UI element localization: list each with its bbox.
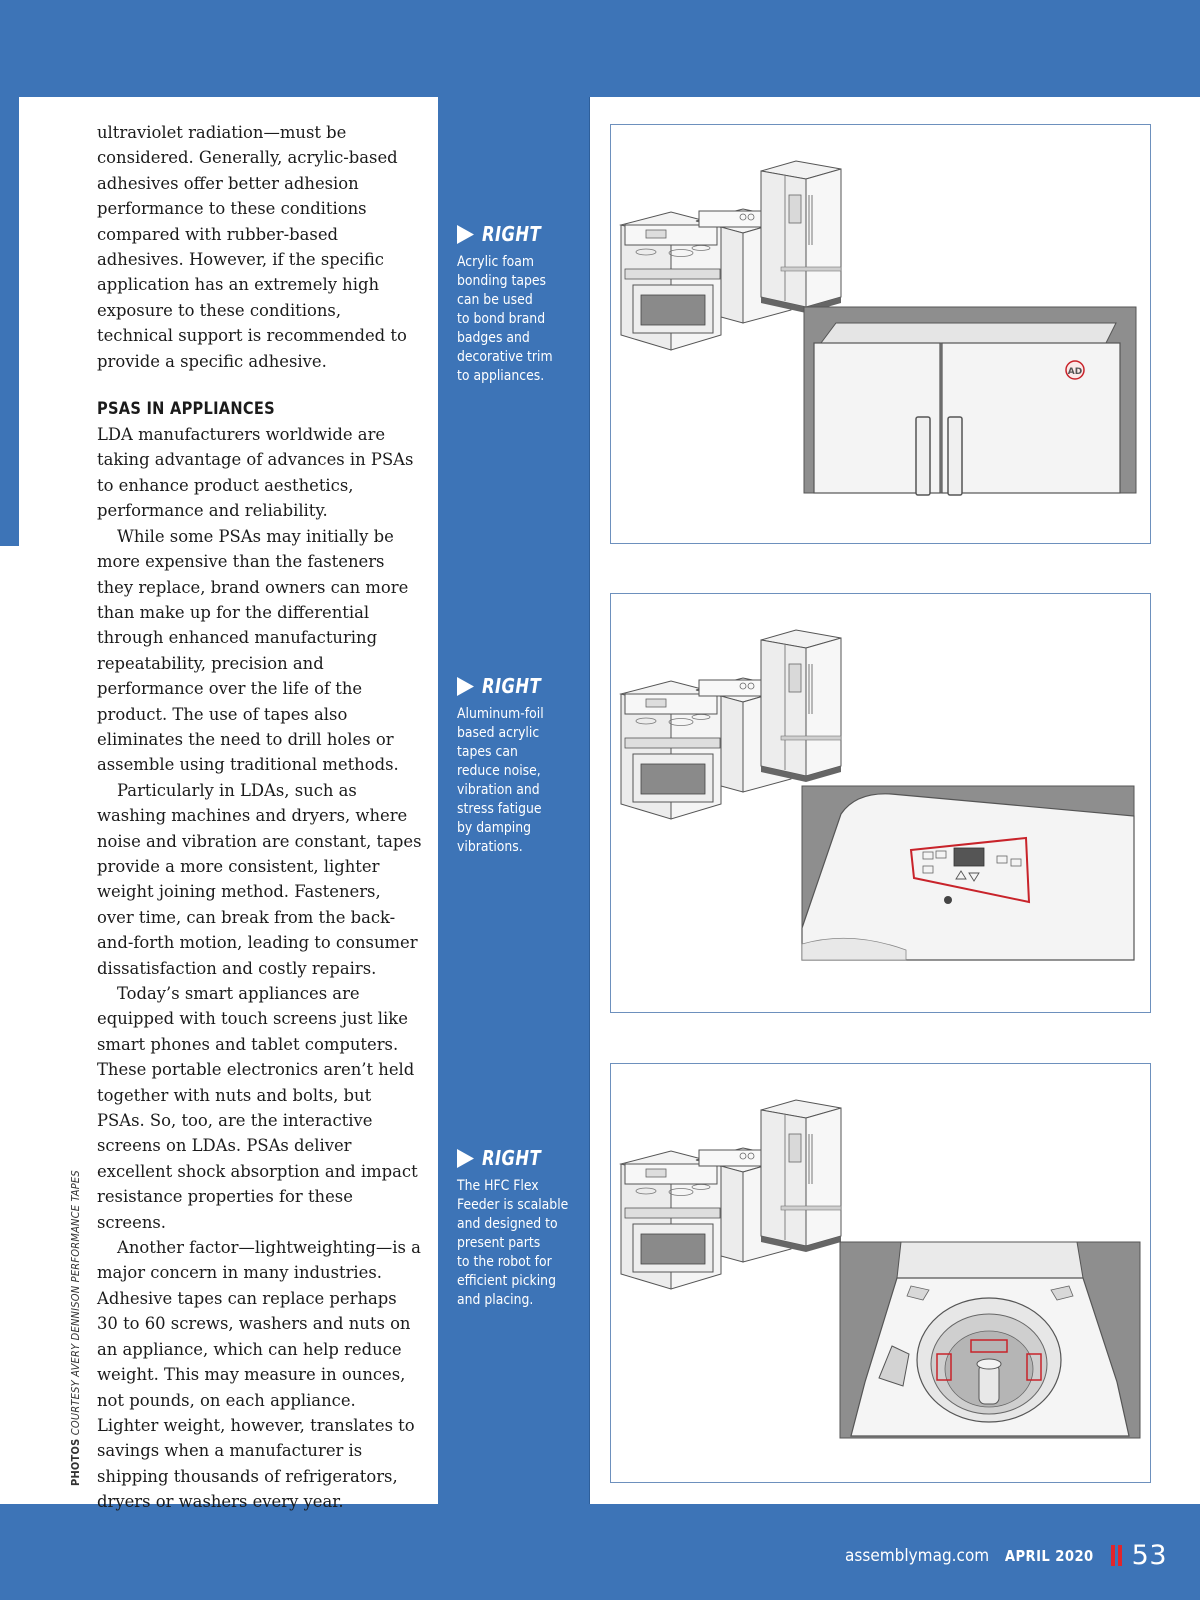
- article-paragraph: While some PSAs may initially be more expensive than the fasteners they replace, brand owners can more than make up for the differential through enhanced manufacturing repeatability, precision and performance over the life of the product. The use of tapes also eliminates the need to drill holes or assemble using traditional methods.: [97, 526, 409, 775]
- article-paragraph: LDA manufacturers worldwide are taking advantage of advances in PSAs to enhance product aesthetics, performance and reliability.: [97, 425, 414, 521]
- photo-credit-text: COURTESY AVERY DENNISON PERFORMANCE TAPES: [69, 1170, 82, 1436]
- site-url: assemblymag.com: [844, 1545, 990, 1566]
- caption-1: [457, 221, 582, 386]
- agitator: [979, 1364, 999, 1404]
- appliance-illustration: [611, 1064, 1152, 1484]
- caption-text: Acrylic foam bonding tapes can be used to bond brand badges and decorative trim to appliances.: [457, 254, 553, 384]
- indicator-light: [944, 896, 952, 904]
- caption-heading: RIGHT: [482, 222, 542, 246]
- washer-lid: [897, 1242, 1083, 1278]
- divider-bars-icon: [1108, 1545, 1122, 1566]
- caption-text: Aluminum-foil based acrylic tapes can reduce noise, vibration and stress fatigue by damping vibrations.: [457, 706, 544, 855]
- door-handle: [916, 417, 930, 495]
- article-paragraph: Today’s smart appliances are equipped with touch screens just like smart phones and tablet computers. These portable electronics aren’t held together with nuts and bolts, but PSAs. So, too, are the interactive screens on LDAs. PSAs deliver excellent shock absorption and impact resistance properties for these screens.: [97, 984, 418, 1232]
- top-color-band: [0, 0, 1200, 97]
- fridge-door-right: [942, 343, 1120, 493]
- play-triangle-icon: [457, 1149, 474, 1168]
- caption-heading: RIGHT: [482, 674, 542, 698]
- caption-text: The HFC Flex Feeder is scalable and designed to present parts to the robot for efficient picking and placing.: [457, 1178, 569, 1308]
- article-paragraph: ultraviolet radiation—must be considered. Generally, acrylic-based adhesives offer better adhesion performance to these conditions compared with rubber-based adhesives. However, if the specific application has an extremely high exposure to these conditions, technical support is recommended to provide a specific adhesive.: [97, 123, 407, 371]
- figure-2: [610, 593, 1151, 1013]
- caption-heading: RIGHT: [482, 1146, 542, 1170]
- appliance-illustration: [611, 594, 1152, 1014]
- play-triangle-icon: [457, 677, 474, 696]
- section-heading: PSAS IN APPLIANCES: [97, 399, 275, 420]
- door-handle: [948, 417, 962, 495]
- photo-credit: [69, 1170, 82, 1486]
- caption-3: [457, 1145, 582, 1310]
- page-number: 53: [1131, 1540, 1167, 1571]
- caption-column-edge: [589, 97, 590, 1504]
- appliance-illustration: [611, 125, 1152, 545]
- article-paragraph: Another factor—lightweighting—is a major concern in many industries. Adhesive tapes can replace perhaps 30 to 60 screws, washers and nuts on an appliance, which can help reduce weight. This may measure in ounces, not pounds, on each appliance. Lighter weight, however, translates to savings when a manufacturer is shipping thousands of refrigerators, dryers or washers every year.: [97, 1238, 421, 1512]
- left-color-tab: [0, 97, 19, 546]
- issue-date: APRIL 2020: [1004, 1546, 1094, 1565]
- display-screen: [954, 848, 984, 866]
- figure-1: [610, 124, 1151, 544]
- photo-credit-label: PHOTOS: [69, 1438, 82, 1486]
- appliance-lineup: [621, 1100, 841, 1289]
- page-footer: [829, 1540, 1167, 1571]
- figure-3: [610, 1063, 1151, 1483]
- play-triangle-icon: [457, 225, 474, 244]
- caption-2: [457, 673, 582, 857]
- article-paragraph: Particularly in LDAs, such as washing machines and dryers, where noise and vibration are constant, tapes provide a more consistent, lighter weight joining method. Fasteners, over time, can break from the back-and-forth motion, leading to consumer dissatisfaction and costly repairs.: [97, 780, 422, 978]
- brand-badge-text: AD: [1067, 367, 1083, 377]
- article-body: [97, 120, 422, 1515]
- washer-control-panel: [802, 794, 1134, 960]
